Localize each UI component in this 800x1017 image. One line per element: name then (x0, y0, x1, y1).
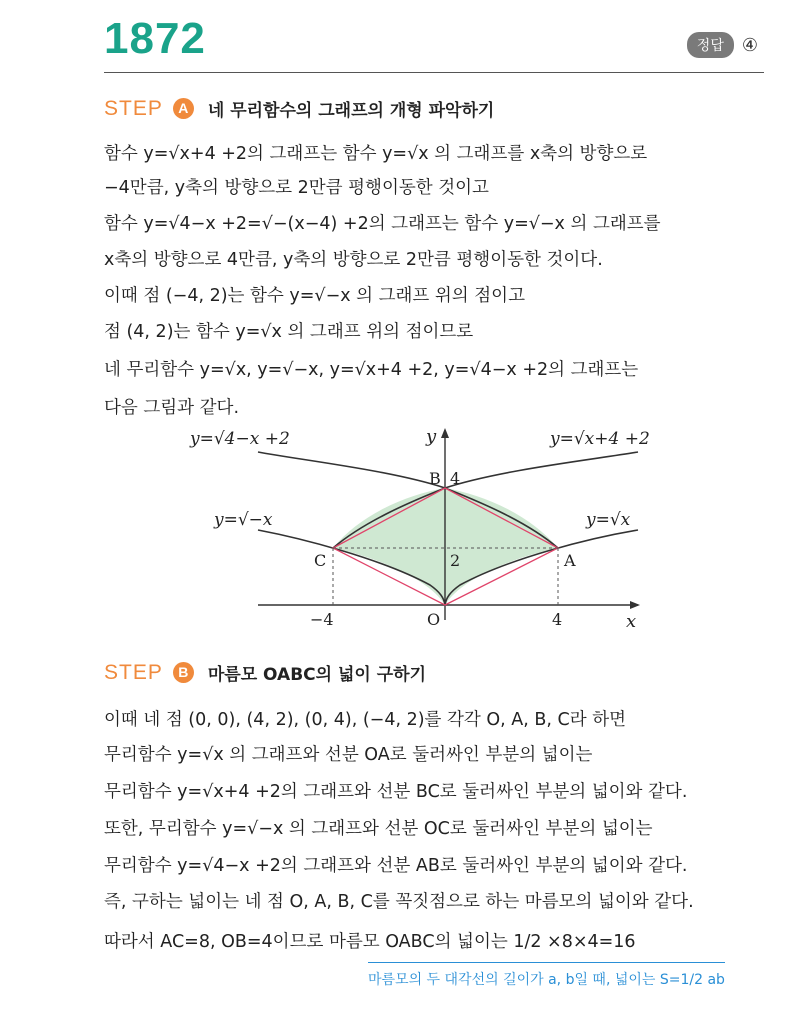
tick-2-y: 2 (450, 551, 461, 570)
step-b-tag: STEP (104, 660, 163, 684)
step-b-heading (104, 660, 426, 685)
point-o-label: O (427, 610, 441, 629)
step-b-title: 마름모 OABC의 넓이 구하기 (207, 665, 426, 685)
step-b-line-7: 따라서 AC=8, OB=4이므로 마름모 OABC의 넓이는 1/2 ×8×4=16 (104, 932, 636, 952)
point-a-label: A (564, 551, 576, 570)
step-a-heading (104, 96, 494, 121)
label-curve-sqrt-x-plus-4: y=√x+4 +2 (550, 429, 650, 449)
answer-badge: 정답 (687, 32, 734, 58)
point-c-label: C (314, 551, 327, 570)
step-a-line-1: 함수 y=√x+4 +2의 그래프는 함수 y=√x 의 그래프를 x축의 방향으로 (104, 144, 648, 164)
step-b-line-3: 무리함수 y=√x+4 +2의 그래프와 선분 BC로 둘러싸인 부분의 넓이와 같다. (104, 782, 688, 802)
y-axis-label: y (426, 426, 437, 447)
tick-neg4-x: −4 (310, 610, 334, 629)
step-a-line-2: −4만큼, y축의 방향으로 2만큼 평행이동한 것이고 (104, 178, 489, 198)
problem-number: 1872 (104, 14, 206, 63)
formula-note: 마름모의 두 대각선의 길이가 a, b일 때, 넓이는 S=1/2 ab (368, 962, 725, 989)
step-b-line-4: 또한, 무리함수 y=√−x 의 그래프와 선분 OC로 둘러싸인 부분의 넓이는 (104, 819, 653, 839)
step-a-line-6: 점 (4, 2)는 함수 y=√x 의 그래프 위의 점이므로 (104, 322, 474, 342)
answer-value: ④ (741, 34, 758, 56)
step-a-line-3: 함수 y=√4−x +2=√−(x−4) +2의 그래프는 함수 y=√−x 의 그래프를 (104, 214, 661, 234)
step-a-letter-badge: A (173, 98, 194, 119)
tick-4-x: 4 (552, 610, 563, 629)
step-a-tag: STEP (104, 96, 163, 120)
step-b-line-6: 즉, 구하는 넓이는 네 점 O, A, B, C를 꼭짓점으로 하는 마름모의 넓이와 같다. (104, 892, 694, 912)
x-axis-arrow-icon (630, 601, 640, 609)
step-b-letter-badge: B (173, 662, 194, 683)
tick-4-y: 4 (450, 469, 461, 488)
step-b-line-1: 이때 네 점 (0, 0), (4, 2), (0, 4), (−4, 2)를 각각 O, A, B, C라 하면 (104, 710, 627, 730)
y-axis-arrow-icon (441, 428, 449, 438)
step-a-line-7: 네 무리함수 y=√x, y=√−x, y=√x+4 +2, y=√4−x +2의 그래프는 (104, 360, 639, 380)
step-b-line-2: 무리함수 y=√x 의 그래프와 선분 OA로 둘러싸인 부분의 넓이는 (104, 745, 593, 765)
x-axis-label: x (626, 611, 637, 632)
label-curve-sqrt-x: y=√x (586, 510, 631, 530)
graph-figure (0, 420, 800, 640)
label-curve-sqrt-4-minus-x: y=√4−x +2 (190, 429, 290, 449)
step-a-line-8: 다음 그림과 같다. (104, 398, 240, 418)
label-curve-sqrt-neg-x: y=√−x (214, 510, 273, 530)
step-a-title: 네 무리함수의 그래프의 개형 파악하기 (207, 101, 495, 121)
answer-box (687, 32, 758, 58)
step-a-line-5: 이때 점 (−4, 2)는 함수 y=√−x 의 그래프 위의 점이고 (104, 286, 525, 306)
step-b-line-5: 무리함수 y=√4−x +2의 그래프와 선분 AB로 둘러싸인 부분의 넓이와 같다. (104, 856, 688, 876)
point-b-label: B (429, 469, 441, 488)
step-a-line-4: x축의 방향으로 4만큼, y축의 방향으로 2만큼 평행이동한 것이다. (104, 250, 603, 270)
header-divider (104, 72, 764, 73)
